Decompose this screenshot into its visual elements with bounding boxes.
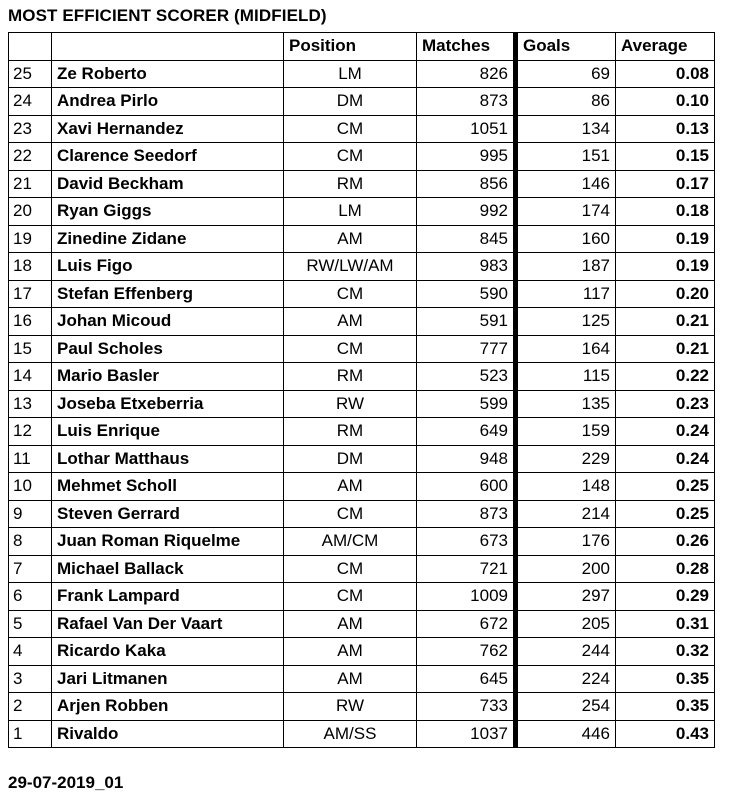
- table-row: [9, 500, 715, 528]
- table-row: [9, 555, 715, 583]
- cell-rank: 1: [9, 720, 52, 748]
- cell-goals: 146: [516, 170, 616, 198]
- cell-average: 0.20: [616, 280, 715, 308]
- cell-goals: 297: [516, 583, 616, 611]
- cell-average: 0.19: [616, 253, 715, 281]
- cell-average: 0.35: [616, 665, 715, 693]
- cell-average: 0.31: [616, 610, 715, 638]
- table-row: [9, 610, 715, 638]
- cell-average: 0.25: [616, 473, 715, 501]
- table-row: [9, 335, 715, 363]
- table-row: [9, 665, 715, 693]
- cell-position: DM: [284, 445, 417, 473]
- cell-goals: 214: [516, 500, 616, 528]
- cell-average: 0.21: [616, 308, 715, 336]
- cell-player: Xavi Hernandez: [52, 115, 284, 143]
- cell-rank: 11: [9, 445, 52, 473]
- cell-goals: 174: [516, 198, 616, 226]
- cell-position: RM: [284, 418, 417, 446]
- table-row: [9, 445, 715, 473]
- cell-rank: 23: [9, 115, 52, 143]
- cell-rank: 21: [9, 170, 52, 198]
- cell-goals: 134: [516, 115, 616, 143]
- cell-average: 0.10: [616, 88, 715, 116]
- cell-matches: 856: [417, 170, 516, 198]
- cell-position: RW: [284, 390, 417, 418]
- cell-average: 0.13: [616, 115, 715, 143]
- cell-position: AM: [284, 665, 417, 693]
- cell-goals: 244: [516, 638, 616, 666]
- cell-position: CM: [284, 143, 417, 171]
- table-row: [9, 638, 715, 666]
- cell-matches: 948: [417, 445, 516, 473]
- table-row: [9, 693, 715, 721]
- cell-player: Mario Basler: [52, 363, 284, 391]
- cell-player: Luis Figo: [52, 253, 284, 281]
- cell-position: CM: [284, 555, 417, 583]
- cell-goals: 117: [516, 280, 616, 308]
- cell-player: Jari Litmanen: [52, 665, 284, 693]
- cell-player: Arjen Robben: [52, 693, 284, 721]
- cell-player: David Beckham: [52, 170, 284, 198]
- table-row: [9, 390, 715, 418]
- cell-matches: 523: [417, 363, 516, 391]
- cell-matches: 826: [417, 60, 516, 88]
- cell-matches: 777: [417, 335, 516, 363]
- cell-player: Clarence Seedorf: [52, 143, 284, 171]
- cell-average: 0.26: [616, 528, 715, 556]
- cell-goals: 115: [516, 363, 616, 391]
- cell-average: 0.22: [616, 363, 715, 391]
- table-row: [9, 720, 715, 748]
- cell-position: RW/LW/AM: [284, 253, 417, 281]
- header-rank: [9, 33, 52, 61]
- cell-position: AM: [284, 610, 417, 638]
- cell-goals: 151: [516, 143, 616, 171]
- cell-rank: 13: [9, 390, 52, 418]
- cell-position: CM: [284, 335, 417, 363]
- cell-average: 0.19: [616, 225, 715, 253]
- cell-matches: 733: [417, 693, 516, 721]
- cell-player: Johan Micoud: [52, 308, 284, 336]
- cell-average: 0.15: [616, 143, 715, 171]
- cell-position: CM: [284, 280, 417, 308]
- cell-matches: 983: [417, 253, 516, 281]
- header-goals: Goals: [516, 33, 616, 61]
- date-footer: 29-07-2019_01: [8, 773, 124, 792]
- table-body: [9, 60, 715, 748]
- cell-position: DM: [284, 88, 417, 116]
- cell-player: Stefan Effenberg: [52, 280, 284, 308]
- cell-matches: 672: [417, 610, 516, 638]
- cell-goals: 160: [516, 225, 616, 253]
- cell-player: Ryan Giggs: [52, 198, 284, 226]
- cell-matches: 673: [417, 528, 516, 556]
- cell-player: Rafael Van Der Vaart: [52, 610, 284, 638]
- cell-goals: 446: [516, 720, 616, 748]
- cell-average: 0.43: [616, 720, 715, 748]
- cell-average: 0.18: [616, 198, 715, 226]
- table-row: [9, 143, 715, 171]
- cell-position: AM: [284, 308, 417, 336]
- cell-matches: 599: [417, 390, 516, 418]
- cell-rank: 5: [9, 610, 52, 638]
- cell-position: CM: [284, 583, 417, 611]
- cell-rank: 12: [9, 418, 52, 446]
- cell-player: Frank Lampard: [52, 583, 284, 611]
- cell-goals: 224: [516, 665, 616, 693]
- cell-matches: 995: [417, 143, 516, 171]
- cell-rank: 24: [9, 88, 52, 116]
- cell-position: RW: [284, 693, 417, 721]
- header-matches: Matches: [417, 33, 516, 61]
- cell-rank: 15: [9, 335, 52, 363]
- cell-matches: 1037: [417, 720, 516, 748]
- table-title: MOST EFFICIENT SCORER (MIDFIELD): [8, 6, 327, 25]
- cell-goals: 187: [516, 253, 616, 281]
- scorer-table: [8, 32, 715, 748]
- cell-position: CM: [284, 115, 417, 143]
- cell-goals: 164: [516, 335, 616, 363]
- cell-average: 0.25: [616, 500, 715, 528]
- cell-position: AM: [284, 225, 417, 253]
- cell-rank: 17: [9, 280, 52, 308]
- cell-matches: 591: [417, 308, 516, 336]
- cell-average: 0.08: [616, 60, 715, 88]
- cell-rank: 10: [9, 473, 52, 501]
- header-average: Average: [616, 33, 715, 61]
- cell-rank: 22: [9, 143, 52, 171]
- cell-rank: 9: [9, 500, 52, 528]
- cell-matches: 873: [417, 500, 516, 528]
- cell-player: Steven Gerrard: [52, 500, 284, 528]
- cell-rank: 7: [9, 555, 52, 583]
- cell-average: 0.23: [616, 390, 715, 418]
- table-row: [9, 170, 715, 198]
- cell-average: 0.24: [616, 445, 715, 473]
- cell-rank: 14: [9, 363, 52, 391]
- cell-player: Ricardo Kaka: [52, 638, 284, 666]
- cell-rank: 18: [9, 253, 52, 281]
- cell-rank: 3: [9, 665, 52, 693]
- cell-position: CM: [284, 500, 417, 528]
- cell-position: AM: [284, 638, 417, 666]
- cell-average: 0.32: [616, 638, 715, 666]
- header-position: Position: [284, 33, 417, 61]
- cell-player: Mehmet Scholl: [52, 473, 284, 501]
- cell-player: Juan Roman Riquelme: [52, 528, 284, 556]
- table-row: [9, 88, 715, 116]
- cell-goals: 86: [516, 88, 616, 116]
- cell-rank: 8: [9, 528, 52, 556]
- table-row: [9, 198, 715, 226]
- cell-position: AM/SS: [284, 720, 417, 748]
- table-row: [9, 225, 715, 253]
- cell-goals: 125: [516, 308, 616, 336]
- table-row: [9, 280, 715, 308]
- cell-player: Paul Scholes: [52, 335, 284, 363]
- cell-average: 0.28: [616, 555, 715, 583]
- cell-player: Luis Enrique: [52, 418, 284, 446]
- header-row: [9, 33, 715, 61]
- table-row: [9, 418, 715, 446]
- header-player: [52, 33, 284, 61]
- cell-matches: 590: [417, 280, 516, 308]
- cell-goals: 200: [516, 555, 616, 583]
- cell-player: Lothar Matthaus: [52, 445, 284, 473]
- cell-player: Joseba Etxeberria: [52, 390, 284, 418]
- cell-average: 0.29: [616, 583, 715, 611]
- cell-average: 0.24: [616, 418, 715, 446]
- cell-goals: 69: [516, 60, 616, 88]
- cell-goals: 229: [516, 445, 616, 473]
- cell-matches: 992: [417, 198, 516, 226]
- cell-player: Zinedine Zidane: [52, 225, 284, 253]
- cell-goals: 205: [516, 610, 616, 638]
- cell-matches: 873: [417, 88, 516, 116]
- cell-rank: 2: [9, 693, 52, 721]
- table-row: [9, 363, 715, 391]
- cell-player: Rivaldo: [52, 720, 284, 748]
- cell-rank: 20: [9, 198, 52, 226]
- cell-goals: 176: [516, 528, 616, 556]
- cell-position: RM: [284, 170, 417, 198]
- cell-position: LM: [284, 198, 417, 226]
- cell-average: 0.21: [616, 335, 715, 363]
- cell-goals: 159: [516, 418, 616, 446]
- cell-position: AM/CM: [284, 528, 417, 556]
- table-row: [9, 253, 715, 281]
- cell-rank: 16: [9, 308, 52, 336]
- cell-matches: 1051: [417, 115, 516, 143]
- table-row: [9, 528, 715, 556]
- cell-position: RM: [284, 363, 417, 391]
- cell-player: Ze Roberto: [52, 60, 284, 88]
- cell-rank: 19: [9, 225, 52, 253]
- cell-average: 0.17: [616, 170, 715, 198]
- cell-goals: 254: [516, 693, 616, 721]
- table-row: [9, 308, 715, 336]
- table-row: [9, 473, 715, 501]
- cell-rank: 4: [9, 638, 52, 666]
- cell-player: Andrea Pirlo: [52, 88, 284, 116]
- cell-goals: 135: [516, 390, 616, 418]
- cell-rank: 25: [9, 60, 52, 88]
- cell-matches: 645: [417, 665, 516, 693]
- cell-matches: 721: [417, 555, 516, 583]
- cell-matches: 1009: [417, 583, 516, 611]
- cell-rank: 6: [9, 583, 52, 611]
- cell-matches: 649: [417, 418, 516, 446]
- cell-position: LM: [284, 60, 417, 88]
- table-row: [9, 583, 715, 611]
- cell-average: 0.35: [616, 693, 715, 721]
- cell-matches: 845: [417, 225, 516, 253]
- cell-position: AM: [284, 473, 417, 501]
- cell-goals: 148: [516, 473, 616, 501]
- cell-matches: 600: [417, 473, 516, 501]
- table-row: [9, 115, 715, 143]
- table-row: [9, 60, 715, 88]
- cell-player: Michael Ballack: [52, 555, 284, 583]
- cell-matches: 762: [417, 638, 516, 666]
